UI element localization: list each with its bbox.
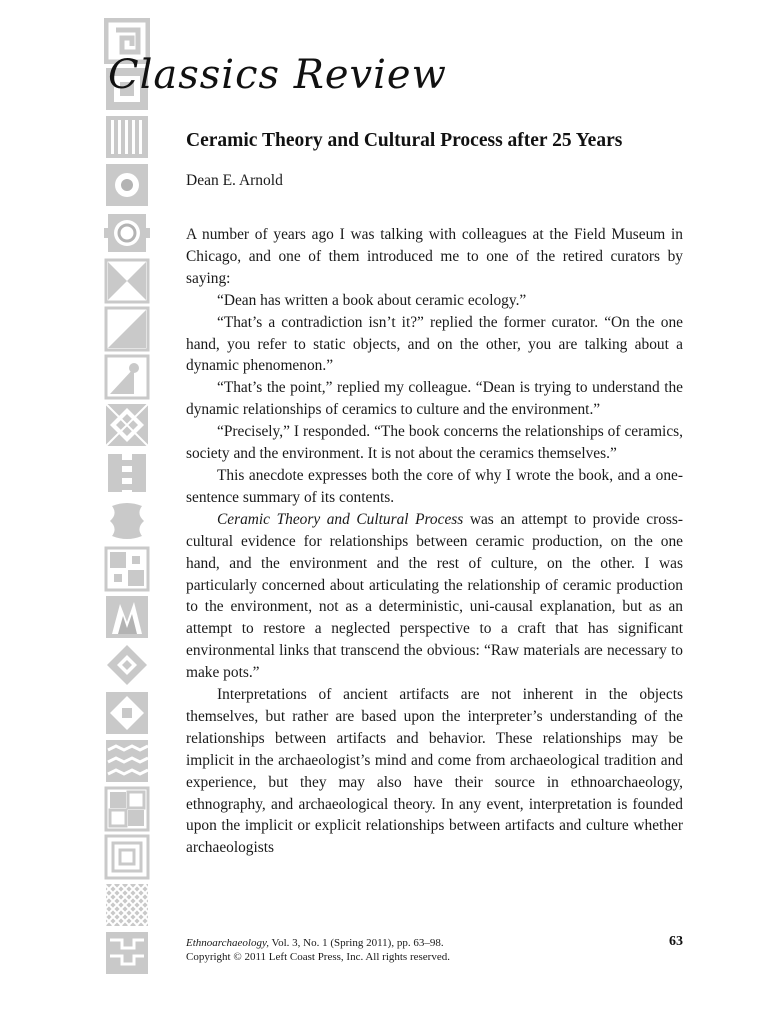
copyright-line: Copyright © 2011 Left Coast Press, Inc. All rights reserved. bbox=[186, 951, 450, 963]
body-paragraph bbox=[186, 421, 683, 465]
author-name: Dean E. Arnold bbox=[186, 172, 283, 189]
body-paragraph bbox=[186, 290, 683, 312]
lattice-diamond-motif-icon bbox=[104, 402, 150, 448]
flower-motif-icon bbox=[104, 162, 150, 208]
paragraph-text: A number of years ago I was talking with colleagues at the Field Museum in Chicago, and one of them introduced me to one of the retired curators by saying: bbox=[186, 226, 683, 287]
circle-wedge-motif-icon bbox=[104, 354, 150, 400]
footer-citation bbox=[186, 936, 683, 964]
italic-text: Ceramic Theory and Cultural Process bbox=[217, 510, 464, 528]
body-paragraph bbox=[186, 509, 683, 684]
corner-triangle-motif-icon bbox=[104, 306, 150, 352]
decorative-motif-strip bbox=[104, 18, 152, 976]
paragraph-text: Interpretations of ancient artifacts are not inherent in the objects themselves, but rather are based upon the interpreter’s understanding of the relationships between artifacts and behavior. These relationships may be implicit in the archaeologist’s mind and come from archaeological tradition and experience, but they may also have their source in ethnoarchaeology, ethnography, and archaeological theory. In any event, interpretation is founded upon the implicit or explicit relationships between artifacts and culture whether archaeologists bbox=[186, 686, 683, 857]
series-title: Classics Review bbox=[108, 52, 447, 98]
paragraph-text: “That’s a contradiction isn’t it?” replied the former curator. “On the one hand, you refer to static objects, and on the other, you are talking about a dynamic phenomenon.” bbox=[186, 313, 683, 375]
hourglass-triangle-motif-icon bbox=[104, 258, 150, 304]
concentric-square-motif-icon bbox=[104, 834, 150, 880]
grid-square-motif-icon bbox=[104, 114, 150, 160]
article-title: Ceramic Theory and Cultural Process after 25 Years bbox=[186, 130, 623, 151]
article-body bbox=[186, 224, 683, 859]
checker-block-motif-icon bbox=[104, 546, 150, 592]
paragraph-text: This anecdote expresses both the core of why I wrote the book, and a one-sentence summary of its contents. bbox=[186, 466, 683, 506]
hide-shape-motif-icon bbox=[104, 498, 150, 544]
pinwheel-motif-icon bbox=[104, 786, 150, 832]
rosette-motif-icon bbox=[104, 210, 150, 256]
paragraph-text: was an attempt to provide cross-cultural evidence for relationships between ceramic production, on the one hand, and the environment and the rest of culture, on the other. I was particularly concerned about articulating the relationship of ceramic production to the environment, not as a deterministic, uni-causal explanation, but as an attempt to restore a neglected perspective to a craft that has significant environmental links that transcend the obvious: “Raw materials are necessary to make pots.” bbox=[186, 510, 683, 682]
diamond-motif-icon bbox=[104, 642, 150, 688]
citation-details: Vol. 3, No. 1 (Spring 2011), pp. 63–98. bbox=[269, 937, 444, 949]
paragraph-text: “Precisely,” I responded. “The book concerns the relationships of ceramics, society and the environment. It is not about the ceramics themselves.” bbox=[186, 423, 683, 463]
paragraph-text: “That’s the point,” replied my colleague. “Dean is trying to understand the dynamic relationships of ceramics to culture and the environment.” bbox=[186, 379, 683, 419]
body-paragraph bbox=[186, 224, 683, 290]
page-number: 63 bbox=[669, 934, 683, 949]
flame-motif-icon bbox=[104, 594, 150, 640]
body-paragraph bbox=[186, 377, 683, 421]
citation-line bbox=[186, 936, 683, 950]
crosshatch-motif-icon bbox=[104, 882, 150, 928]
body-paragraph bbox=[186, 312, 683, 378]
wave-pattern-motif-icon bbox=[104, 738, 150, 784]
body-paragraph bbox=[186, 465, 683, 509]
paragraph-text: “Dean has written a book about ceramic ecology.” bbox=[217, 291, 527, 309]
body-paragraph bbox=[186, 684, 683, 859]
zigzag-grid-motif-icon bbox=[104, 930, 150, 976]
cross-diamond-motif-icon bbox=[104, 690, 150, 736]
journal-name: Ethnoarchaeology, bbox=[186, 937, 269, 949]
step-bars-motif-icon bbox=[104, 450, 150, 496]
